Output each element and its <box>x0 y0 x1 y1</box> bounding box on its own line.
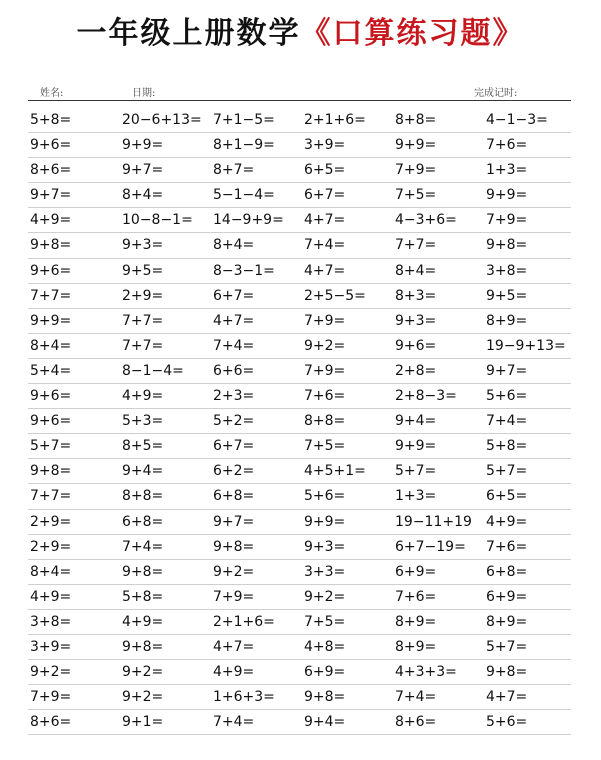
math-problem: 9+3= <box>122 237 164 254</box>
math-problem: 9+9= <box>395 438 437 455</box>
table-row <box>28 484 571 509</box>
math-problem: 5+4= <box>30 362 72 379</box>
table-row <box>28 133 571 158</box>
math-problem: 4+7= <box>213 312 255 329</box>
math-problem: 6+2= <box>213 463 255 480</box>
math-problem: 9+2= <box>122 689 164 706</box>
table-row <box>28 610 571 635</box>
math-problem: 9+9= <box>395 137 437 154</box>
math-problem: 9+6= <box>30 388 72 405</box>
math-problem: 8−1−4= <box>122 362 184 379</box>
math-problem: 9+6= <box>30 137 72 154</box>
math-problem: 7+7= <box>122 337 164 354</box>
math-problem: 7+9= <box>213 588 255 605</box>
math-problem: 8+5= <box>122 438 164 455</box>
math-problem: 9+2= <box>304 337 346 354</box>
math-problem: 19−9+13= <box>486 337 566 354</box>
math-problem: 19−11+19 <box>395 513 472 530</box>
table-row <box>28 183 571 208</box>
name-label: 姓名: <box>40 88 64 99</box>
math-problem: 7+5= <box>304 438 346 455</box>
math-problem: 9+6= <box>30 262 72 279</box>
math-problem: 8+8= <box>304 413 346 430</box>
math-problem: 9+8= <box>30 237 72 254</box>
math-problem: 5+3= <box>122 413 164 430</box>
math-problem: 3+9= <box>304 137 346 154</box>
table-row <box>28 233 571 258</box>
math-problem: 4+5+1= <box>304 463 366 480</box>
math-problem: 6+5= <box>486 488 528 505</box>
math-problem: 9+2= <box>304 588 346 605</box>
math-problem: 7+9= <box>304 312 346 329</box>
math-problem: 8+4= <box>30 563 72 580</box>
math-problem: 4+3+3= <box>395 664 457 681</box>
math-problem: 4+9= <box>486 513 528 530</box>
math-problem: 9+3= <box>304 538 346 555</box>
math-problem: 3+9= <box>30 638 72 655</box>
math-problem: 3+8= <box>486 262 528 279</box>
math-problem: 9+7= <box>213 513 255 530</box>
math-problem: 2+8= <box>395 362 437 379</box>
math-problem: 7+4= <box>486 413 528 430</box>
math-problem: 2+9= <box>30 538 72 555</box>
math-problem: 4+9= <box>30 588 72 605</box>
math-problem: 6+7= <box>304 187 346 204</box>
math-problem: 9+2= <box>122 664 164 681</box>
math-problem: 7+4= <box>213 337 255 354</box>
math-problem: 5+8= <box>30 112 72 128</box>
math-problem: 4+8= <box>304 638 346 655</box>
math-problem: 6+5= <box>304 162 346 179</box>
math-problem: 4+9= <box>122 388 164 405</box>
math-problem: 8+4= <box>122 187 164 204</box>
math-problem: 8+6= <box>395 714 437 731</box>
math-problem: 5+7= <box>486 463 528 480</box>
math-problem: 8+7= <box>213 162 255 179</box>
math-problem: 7+1−5= <box>213 112 275 128</box>
math-problem: 7+6= <box>486 538 528 555</box>
math-problem: 8+8= <box>122 488 164 505</box>
math-problem: 9+4= <box>395 413 437 430</box>
math-problem: 7+9= <box>304 362 346 379</box>
math-problem: 1+6+3= <box>213 689 275 706</box>
math-problem: 9+7= <box>30 187 72 204</box>
math-problem: 9+8= <box>486 237 528 254</box>
math-problem: 4+9= <box>122 613 164 630</box>
math-problem: 5+7= <box>30 438 72 455</box>
table-row <box>28 208 571 233</box>
math-problem: 7+5= <box>304 613 346 630</box>
math-problem: 8+4= <box>395 262 437 279</box>
math-problem: 8−3−1= <box>213 262 275 279</box>
math-problem: 4+9= <box>213 664 255 681</box>
math-problem: 4+7= <box>304 212 346 229</box>
math-problem: 4+7= <box>486 689 528 706</box>
math-problem: 9+6= <box>30 413 72 430</box>
table-row <box>28 259 571 284</box>
math-problem: 9+8= <box>486 664 528 681</box>
math-problem: 7+6= <box>304 388 346 405</box>
math-problem: 6+7−19= <box>395 538 466 555</box>
math-problem: 9+8= <box>122 563 164 580</box>
math-problem: 8+4= <box>213 237 255 254</box>
math-problem: 6+9= <box>486 588 528 605</box>
math-problem: 9+9= <box>304 513 346 530</box>
math-problem: 6+7= <box>213 438 255 455</box>
table-row <box>28 585 571 610</box>
table-row <box>28 660 571 685</box>
math-problem: 9+8= <box>30 463 72 480</box>
math-problem: 9+8= <box>122 638 164 655</box>
math-problem: 5+6= <box>304 488 346 505</box>
math-problem: 9+8= <box>304 689 346 706</box>
math-problem: 9+9= <box>486 187 528 204</box>
table-row <box>28 284 571 309</box>
math-problem: 9+2= <box>30 664 72 681</box>
math-problem: 8+9= <box>486 613 528 630</box>
math-problem: 8+4= <box>30 337 72 354</box>
math-problem: 9+5= <box>486 287 528 304</box>
table-row <box>28 409 571 434</box>
table-row <box>28 309 571 334</box>
math-problem: 9+7= <box>122 162 164 179</box>
math-problem: 7+4= <box>395 689 437 706</box>
math-problem: 5+7= <box>395 463 437 480</box>
math-problem: 14−9+9= <box>213 212 284 229</box>
math-problem: 6+9= <box>395 563 437 580</box>
math-problem: 5+6= <box>486 388 528 405</box>
math-problem: 4+7= <box>304 262 346 279</box>
table-row <box>28 359 571 384</box>
math-problem: 3+8= <box>30 613 72 630</box>
math-problem: 9+8= <box>213 538 255 555</box>
math-problem: 9+6= <box>395 337 437 354</box>
math-problem: 5+7= <box>486 638 528 655</box>
math-problem: 6+8= <box>122 513 164 530</box>
math-problem: 9+2= <box>213 563 255 580</box>
table-row <box>28 108 571 133</box>
math-problem: 9+7= <box>486 362 528 379</box>
math-problem: 2+1+6= <box>213 613 275 630</box>
math-problem: 6+6= <box>213 362 255 379</box>
math-problem: 5+2= <box>213 413 255 430</box>
table-row <box>28 635 571 660</box>
math-problem: 7+4= <box>304 237 346 254</box>
math-problem: 6+7= <box>213 287 255 304</box>
math-problem: 7+7= <box>395 237 437 254</box>
math-problem: 8+6= <box>30 162 72 179</box>
table-row <box>28 459 571 484</box>
math-problem: 4+7= <box>213 638 255 655</box>
math-problem: 9+5= <box>122 262 164 279</box>
math-problem: 7+7= <box>122 312 164 329</box>
math-problem: 7+6= <box>395 588 437 605</box>
date-label: 日期: <box>132 88 156 99</box>
math-problem: 7+9= <box>30 689 72 706</box>
math-problem: 7+7= <box>30 287 72 304</box>
math-problem: 5+8= <box>486 438 528 455</box>
math-problem: 7+4= <box>122 538 164 555</box>
math-problem: 8+1−9= <box>213 137 275 154</box>
math-problem: 8+6= <box>30 714 72 731</box>
math-problem: 7+9= <box>395 162 437 179</box>
math-problem: 4−3+6= <box>395 212 457 229</box>
table-row <box>28 560 571 585</box>
math-problem: 9+9= <box>30 312 72 329</box>
math-problem: 8+8= <box>395 112 437 128</box>
title-main: 一年级上册数学 <box>76 16 301 51</box>
math-problem: 5+8= <box>122 588 164 605</box>
title-sub: 《口算练习题》 <box>300 16 525 51</box>
math-problem: 2+9= <box>122 287 164 304</box>
math-problem: 8+9= <box>486 312 528 329</box>
math-problem: 8+9= <box>395 613 437 630</box>
math-problem: 1+3= <box>486 162 528 179</box>
math-problem: 1+3= <box>395 488 437 505</box>
table-row <box>28 510 571 535</box>
table-row <box>28 334 571 359</box>
math-problem: 2+8−3= <box>395 388 457 405</box>
math-problem: 6+8= <box>486 563 528 580</box>
math-problem: 5+6= <box>486 714 528 731</box>
math-problem: 7+5= <box>395 187 437 204</box>
math-problem: 7+7= <box>30 488 72 505</box>
math-problem: 5−1−4= <box>213 187 275 204</box>
math-problem: 8+3= <box>395 287 437 304</box>
table-row <box>28 710 571 735</box>
math-problem: 8+9= <box>395 638 437 655</box>
table-row <box>28 685 571 710</box>
math-problem: 2+9= <box>30 513 72 530</box>
math-problem: 9+4= <box>122 463 164 480</box>
math-problem: 7+4= <box>213 714 255 731</box>
table-row <box>28 535 571 560</box>
math-problem: 9+9= <box>122 137 164 154</box>
math-problem: 7+6= <box>486 137 528 154</box>
math-problem: 6+9= <box>304 664 346 681</box>
math-problem: 20−6+13= <box>122 112 202 128</box>
math-problem: 4+9= <box>30 212 72 229</box>
table-row <box>28 158 571 183</box>
math-problem: 2+3= <box>213 388 255 405</box>
math-problem: 3+3= <box>304 563 346 580</box>
math-problem: 9+3= <box>395 312 437 329</box>
math-problem: 2+5−5= <box>304 287 366 304</box>
math-problem: 10−8−1= <box>122 212 193 229</box>
math-problem: 6+8= <box>213 488 255 505</box>
math-problem: 9+4= <box>304 714 346 731</box>
math-problem: 9+1= <box>122 714 164 731</box>
table-row <box>28 434 571 459</box>
worksheet-header <box>28 80 571 101</box>
page-title <box>0 14 601 54</box>
math-problem: 2+1+6= <box>304 112 366 128</box>
math-problem: 4−1−3= <box>486 112 548 128</box>
problem-grid <box>28 108 571 735</box>
table-row <box>28 384 571 409</box>
math-problem: 7+9= <box>486 212 528 229</box>
time-label: 完成记时: <box>474 88 518 99</box>
